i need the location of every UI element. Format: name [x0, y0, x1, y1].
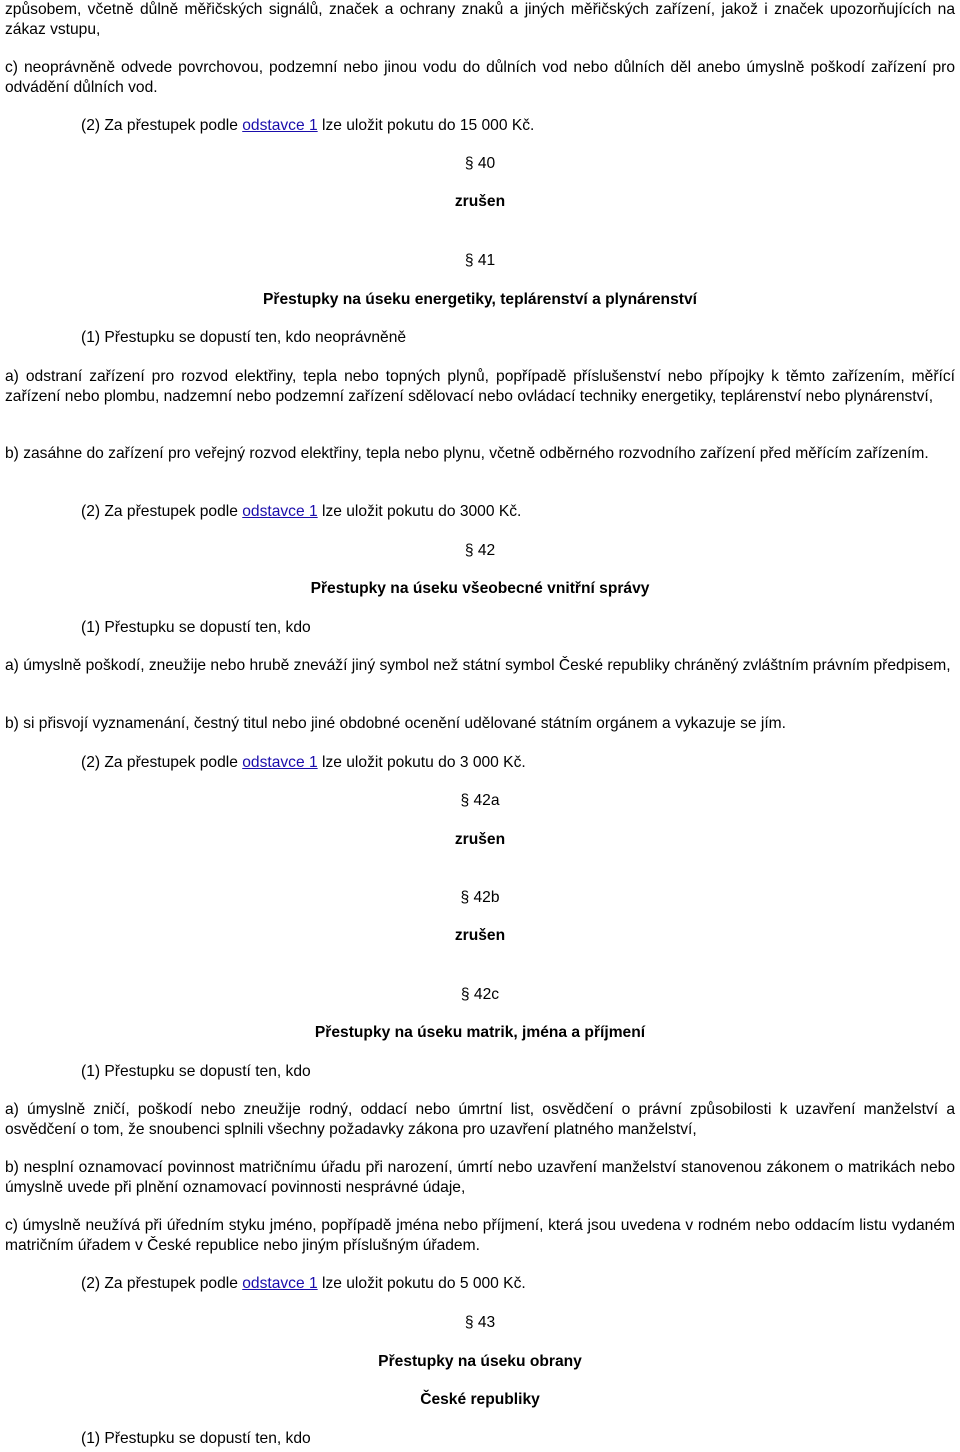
section-status-repealed: zrušen — [454, 193, 506, 210]
paragraph-1: (1) Přestupku se dopustí ten, kdo — [81, 1063, 311, 1080]
section-heading-40: § 40 — [464, 155, 496, 172]
section-heading-42: § 42 — [464, 542, 496, 559]
paragraph-text: lze uložit pokutu do 3000 Kč. — [317, 503, 522, 520]
paragraph-1: (1) Přestupku se dopustí ten, kdo — [81, 619, 311, 636]
paragraph-1: (1) Přestupku se dopustí ten, kdo — [81, 1430, 311, 1447]
paragraph-text: (2) Za přestupek podle — [81, 117, 243, 134]
paragraph-2-fine — [81, 1274, 960, 1294]
item-b: b) nesplní oznamovací povinnost matričnímu úřadu při narození, úmrtí nebo uzavření manželství stanovenou zákonem o matrikách nebo úmyslně uvede při plnění oznamovací povinnosti nesprávné údaje, — [5, 1159, 955, 1196]
section-heading-41: § 41 — [464, 252, 496, 269]
item-b: b) zasáhne do zařízení pro veřejný rozvod elektřiny, tepla nebo plynu, včetně odběrného rozvodního zařízení před měřícím zařízením. — [5, 445, 929, 462]
item-c: c) úmyslně neužívá při úředním styku jméno, popřípadě jména nebo příjmení, která jsou uvedena v rodném nebo oddacím listu vydaném matričním úřadem v České republice nebo jiným příslušným úřadem. — [5, 1217, 955, 1254]
item-a: a) odstraní zařízení pro rozvod elektřiny, tepla nebo topných plynů, popřípadě příslušenství nebo přípojky k těmto zařízením, měřící zařízení nebo plombu, nadzemní nebo podzemní zařízení sdělovací nebo ovládací techniky energetiky, teplárenství nebo plynárenství, — [5, 368, 955, 405]
paragraph-item-c: c) neoprávněně odvede povrchovou, podzemní nebo jinou vodu do důlních vod nebo důlních děl anebo úmyslně poškodí zařízení pro odvádění důlních vod. — [5, 59, 955, 96]
paragraph-text: lze uložit pokutu do 3 000 Kč. — [317, 754, 526, 771]
paragraph-text: lze uložit pokutu do 15 000 Kč. — [317, 117, 535, 134]
section-status-repealed: zrušen — [454, 831, 506, 848]
item-a: a) úmyslně poškodí, zneužije nebo hrubě zneváží jiný symbol než státní symbol České republiky chráněný zvláštním právním předpisem, — [5, 657, 951, 674]
section-heading-43: § 43 — [464, 1314, 496, 1331]
paragraph-1: (1) Přestupku se dopustí ten, kdo neoprávněně — [81, 329, 407, 346]
section-title-41: Přestupky na úseku energetiky, teplárenství a plynárenství — [263, 291, 697, 308]
section-title-42c: Přestupky na úseku matrik, jména a příjmení — [314, 1024, 646, 1041]
item-b: b) si přisvojí vyznamenání, čestný titul nebo jiné obdobné ocenění udělované státním orgánem a vykazuje se jím. — [5, 715, 786, 732]
reference-link[interactable]: odstavce 1 — [242, 117, 318, 134]
section-heading-42b: § 42b — [460, 889, 500, 906]
paragraph-text: (2) Za přestupek podle — [81, 503, 243, 520]
reference-link[interactable]: odstavce 1 — [242, 503, 318, 520]
reference-link[interactable]: odstavce 1 — [242, 1275, 318, 1292]
section-title-42: Přestupky na úseku všeobecné vnitřní správy — [310, 580, 650, 597]
reference-link[interactable]: odstavce 1 — [242, 754, 318, 771]
paragraph-2-fine — [81, 753, 960, 773]
paragraph-text: (2) Za přestupek podle — [81, 1275, 243, 1292]
item-a: a) úmyslně zničí, poškodí nebo zneužije rodný, oddací nebo úmrtní list, osvědčení o právní způsobilosti k uzavření manželství a osvědčení o tom, že snoubenci splnili všechny požadavky zákona pro uzavření platného manželství, — [5, 1101, 955, 1138]
paragraph-2-fine — [81, 502, 960, 522]
section-title-43: Přestupky na úseku obrany — [378, 1353, 582, 1370]
section-heading-42c: § 42c — [460, 986, 500, 1003]
paragraph-text: (2) Za přestupek podle — [81, 754, 243, 771]
paragraph-text: lze uložit pokutu do 5 000 Kč. — [317, 1275, 526, 1292]
section-heading-42a: § 42a — [460, 792, 500, 809]
paragraph-2-fine — [81, 116, 960, 136]
section-status-repealed: zrušen — [454, 927, 506, 944]
section-title-43-line2: České republiky — [420, 1391, 540, 1408]
paragraph-continuation: způsobem, včetně důlně měřičských signálů, značek a ochrany znaků a jiných měřičských zařízení, jakož i značek upozorňujících na zákaz vstupu, — [5, 1, 955, 38]
